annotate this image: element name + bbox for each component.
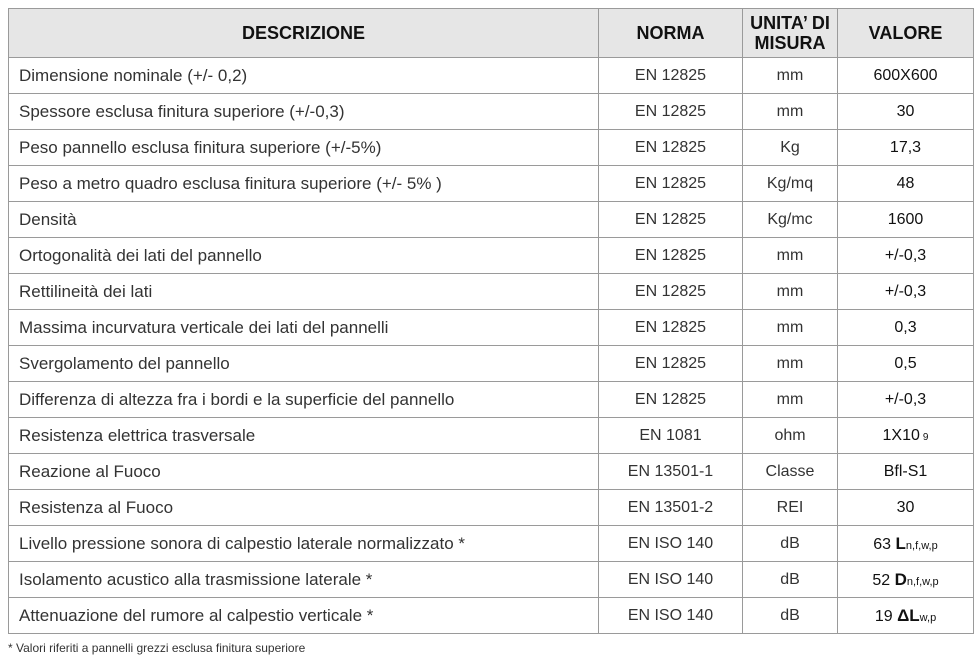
cell-valore: 0,5 [838, 346, 974, 382]
cell-unita: dB [743, 562, 838, 598]
cell-unita: mm [743, 238, 838, 274]
cell-valore: 0,3 [838, 310, 974, 346]
valore-number: 63 [873, 535, 892, 553]
cell-unita: dB [743, 526, 838, 562]
cell-norma: EN 12825 [599, 202, 743, 238]
cell-norma: EN 12825 [599, 346, 743, 382]
cell-valore: +/-0,3 [838, 274, 974, 310]
cell-descrizione: Reazione al Fuoco [9, 454, 599, 490]
valore-exponent: 9 [922, 431, 929, 443]
valore-number: 52 [872, 571, 891, 589]
cell-unita: Kg [743, 130, 838, 166]
cell-norma: EN 12825 [599, 274, 743, 310]
cell-descrizione: Svergolamento del pannello [9, 346, 599, 382]
cell-valore: 30 [838, 94, 974, 130]
cell-unita: ohm [743, 418, 838, 454]
table-row [9, 166, 974, 202]
table-row [9, 130, 974, 166]
cell-valore: 17,3 [838, 130, 974, 166]
cell-unita: mm [743, 94, 838, 130]
table-row [9, 562, 974, 598]
cell-descrizione: Spessore esclusa finitura superiore (+/-0,3) [9, 94, 599, 130]
cell-norma: EN ISO 140 [599, 598, 743, 634]
cell-valore: +/-0,3 [838, 238, 974, 274]
table-row [9, 58, 974, 94]
table-row [9, 274, 974, 310]
cell-norma: EN 1081 [599, 418, 743, 454]
table-row [9, 346, 974, 382]
cell-valore: 48 [838, 166, 974, 202]
cell-valore: 600X600 [838, 58, 974, 94]
table-row [9, 202, 974, 238]
cell-descrizione: Isolamento acustico alla trasmissione laterale * [9, 562, 599, 598]
valore-symbol: D [894, 569, 907, 589]
cell-norma: EN 13501-2 [599, 490, 743, 526]
cell-unita: dB [743, 598, 838, 634]
cell-descrizione: Massima incurvatura verticale dei lati del pannelli [9, 310, 599, 346]
cell-valore: +/-0,3 [838, 382, 974, 418]
table-row [9, 382, 974, 418]
table-row [9, 238, 974, 274]
cell-descrizione: Rettilineità dei lati [9, 274, 599, 310]
cell-unita: Classe [743, 454, 838, 490]
cell-unita: mm [743, 310, 838, 346]
cell-descrizione: Differenza di altezza fra i bordi e la superficie del pannello [9, 382, 599, 418]
cell-descrizione: Resistenza al Fuoco [9, 490, 599, 526]
cell-norma: EN 12825 [599, 166, 743, 202]
cell-norma: EN 12825 [599, 130, 743, 166]
table-row [9, 454, 974, 490]
cell-unita: mm [743, 346, 838, 382]
table-row [9, 598, 974, 634]
cell-valore [838, 562, 974, 598]
valore-symbol: L [895, 533, 906, 553]
header-unita-line2: MISURA [754, 33, 826, 53]
table-row [9, 418, 974, 454]
cell-descrizione: Resistenza elettrica trasversale [9, 418, 599, 454]
cell-valore: 1600 [838, 202, 974, 238]
cell-unita: mm [743, 274, 838, 310]
cell-norma: EN ISO 140 [599, 526, 743, 562]
header-norma: NORMA [599, 9, 743, 58]
cell-descrizione: Attenuazione del rumore al calpestio verticale * [9, 598, 599, 634]
table-row [9, 94, 974, 130]
cell-valore: Bfl-S1 [838, 454, 974, 490]
cell-valore [838, 526, 974, 562]
valore-subscript: n,f,w,p [905, 539, 938, 552]
header-unita [743, 9, 838, 58]
cell-descrizione: Densità [9, 202, 599, 238]
footnote: * Valori riferiti a pannelli grezzi esclusa finitura superiore [8, 641, 306, 655]
table-row [9, 526, 974, 562]
valore-subscript: n,f,w,p [906, 575, 939, 588]
cell-valore: 30 [838, 490, 974, 526]
table-header-row [9, 9, 974, 58]
cell-norma: EN 12825 [599, 310, 743, 346]
valore-main: 1X10 [882, 426, 920, 444]
cell-unita: Kg/mq [743, 166, 838, 202]
cell-descrizione: Dimensione nominale (+/- 0,2) [9, 58, 599, 94]
table-row [9, 490, 974, 526]
cell-descrizione: Peso a metro quadro esclusa finitura superiore (+/- 5% ) [9, 166, 599, 202]
cell-unita: mm [743, 58, 838, 94]
cell-unita: Kg/mc [743, 202, 838, 238]
cell-norma: EN 12825 [599, 94, 743, 130]
cell-unita: mm [743, 382, 838, 418]
header-valore: VALORE [838, 9, 974, 58]
cell-norma: EN 12825 [599, 58, 743, 94]
cell-norma: EN 13501-1 [599, 454, 743, 490]
cell-norma: EN ISO 140 [599, 562, 743, 598]
cell-descrizione: Ortogonalità dei lati del pannello [9, 238, 599, 274]
cell-valore [838, 598, 974, 634]
table-row [9, 310, 974, 346]
valore-number: 19 [874, 607, 893, 625]
cell-descrizione: Livello pressione sonora di calpestio laterale normalizzato * [9, 526, 599, 562]
valore-symbol: ΔL [897, 605, 920, 625]
cell-valore [838, 418, 974, 454]
cell-descrizione: Peso pannello esclusa finitura superiore (+/-5%) [9, 130, 599, 166]
valore-subscript: w,p [919, 611, 937, 624]
header-descrizione: DESCRIZIONE [9, 9, 599, 58]
cell-unita: REI [743, 490, 838, 526]
cell-norma: EN 12825 [599, 382, 743, 418]
cell-norma: EN 12825 [599, 238, 743, 274]
spec-table [8, 8, 974, 634]
header-unita-line1: UNITA’ DI [750, 13, 830, 33]
